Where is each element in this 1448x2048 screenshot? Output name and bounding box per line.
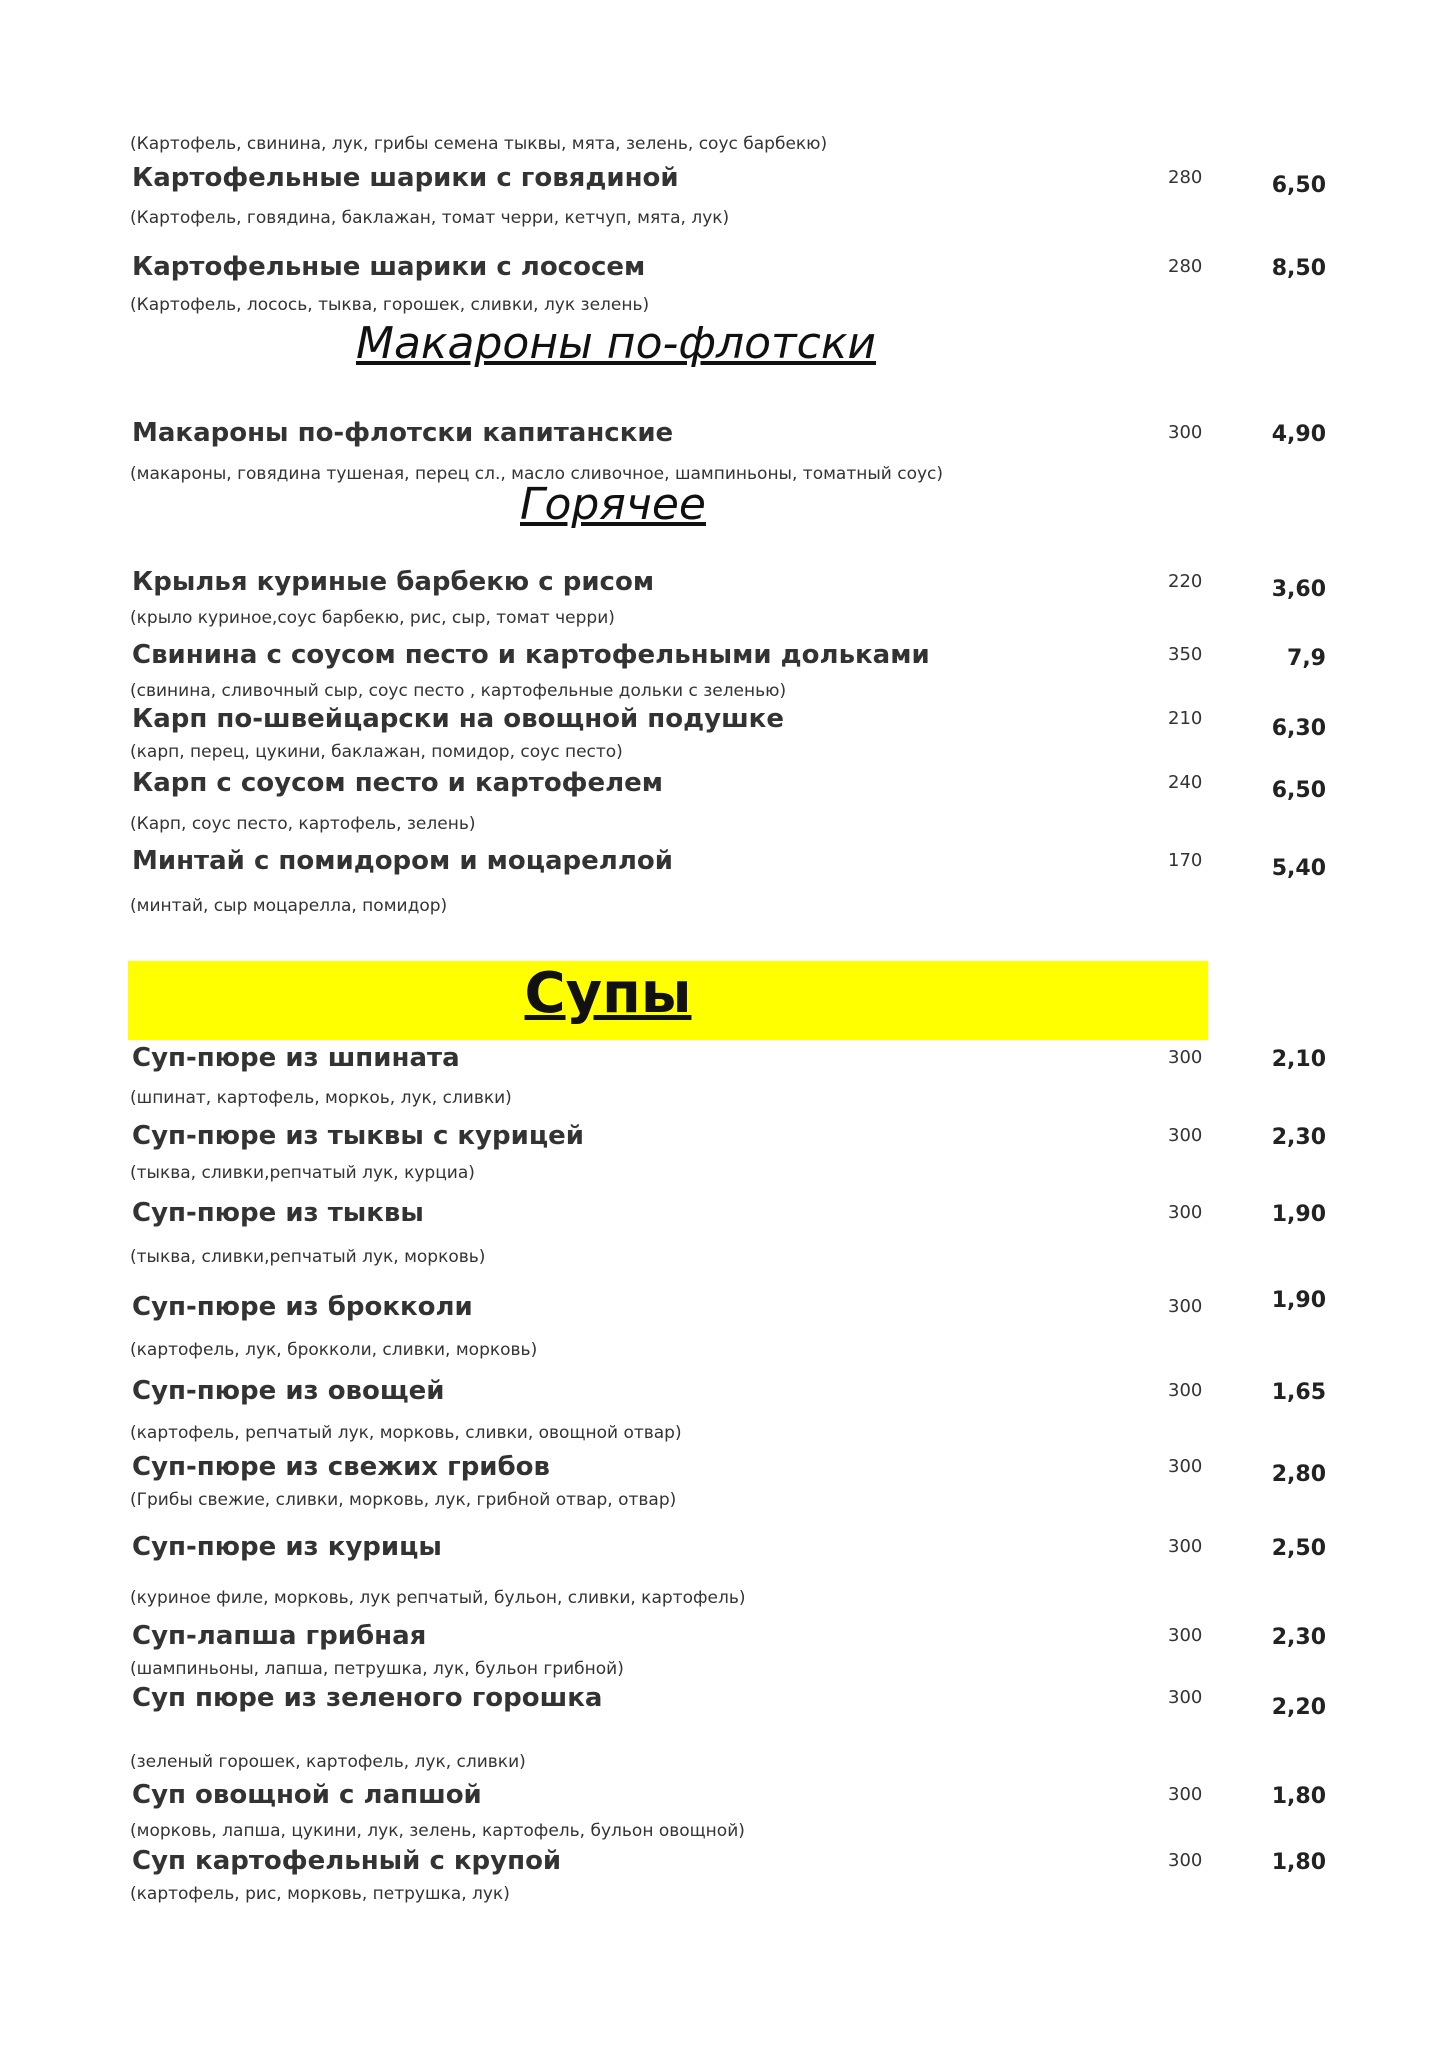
item-price: 3,60 — [1271, 577, 1326, 602]
item-description: (шампиньоны, лапша, петрушка, лук, бульон грибной) — [130, 1659, 624, 1679]
item-description: (куриное филе, морковь, лук репчатый, бульон, сливки, картофель) — [130, 1588, 746, 1608]
item-name: Суп-пюре из свежих грибов — [132, 1452, 550, 1482]
item-price: 1,80 — [1271, 1850, 1326, 1875]
item-name: Суп-пюре из брокколи — [132, 1292, 473, 1322]
item-description: (крыло куриное,соус барбекю, рис, сыр, томат черри) — [130, 608, 615, 628]
item-price: 5,40 — [1271, 856, 1326, 881]
item-description: (картофель, репчатый лук, морковь, сливки, овощной отвар) — [130, 1423, 682, 1443]
item-weight: 300 — [1168, 1687, 1203, 1708]
item-name: Суп-пюре из шпината — [132, 1043, 460, 1073]
item-price: 1,90 — [1271, 1202, 1326, 1227]
item-weight: 300 — [1168, 1625, 1203, 1646]
item-price: 2,10 — [1271, 1047, 1326, 1072]
item-description: (зеленый горошек, картофель, лук, сливки) — [130, 1752, 526, 1772]
item-name: Суп-пюре из тыквы — [132, 1198, 424, 1228]
item-weight: 210 — [1168, 708, 1203, 729]
item-description: (картофель, лук, брокколи, сливки, морковь) — [130, 1340, 538, 1360]
item-weight: 300 — [1168, 1784, 1203, 1805]
section-title-makarony: Макароны по-флотски — [356, 318, 877, 369]
item-weight: 220 — [1168, 571, 1203, 592]
item-weight: 300 — [1168, 1456, 1203, 1477]
item-description: (карп, перец, цукини, баклажан, помидор, соус песто) — [130, 742, 623, 762]
item-price: 2,20 — [1271, 1695, 1326, 1720]
item-name: Суп-лапша грибная — [132, 1621, 427, 1651]
item-weight: 300 — [1168, 422, 1203, 443]
item-name: Суп овощной с лапшой — [132, 1780, 482, 1810]
item-weight: 300 — [1168, 1047, 1203, 1068]
item-weight: 300 — [1168, 1536, 1203, 1557]
item-weight: 170 — [1168, 850, 1203, 871]
item-price: 6,30 — [1271, 716, 1326, 741]
item-price: 1,65 — [1271, 1380, 1326, 1405]
section-title-supy: Супы — [524, 961, 692, 1026]
item-name: Суп-пюре из овощей — [132, 1376, 445, 1406]
item-description: (Грибы свежие, сливки, морковь, лук, грибной отвар, отвар) — [130, 1490, 677, 1510]
top-description: (Картофель, свинина, лук, грибы семена тыквы, мята, зелень, соус барбекю) — [130, 134, 828, 154]
item-weight: 300 — [1168, 1296, 1203, 1317]
item-price: 2,30 — [1271, 1125, 1326, 1150]
item-description: (Картофель, говядина, баклажан, томат черри, кетчуп, мята, лук) — [130, 208, 730, 228]
item-name: Суп пюре из зеленого горошка — [132, 1683, 603, 1713]
item-price: 2,50 — [1271, 1536, 1326, 1561]
item-weight: 300 — [1168, 1202, 1203, 1223]
item-name: Свинина с соусом песто и картофельными дольками — [132, 640, 930, 670]
item-description: (картофель, рис, морковь, петрушка, лук) — [130, 1884, 510, 1904]
item-name: Карп по-швейцарски на овощной подушке — [132, 704, 784, 734]
item-name: Макароны по-флотски капитанские — [132, 418, 674, 448]
item-name: Суп-пюре из курицы — [132, 1532, 442, 1562]
item-description: (макароны, говядина тушеная, перец сл., масло сливочное, шампиньоны, томатный соус) — [130, 464, 944, 484]
item-description: (свинина, сливочный сыр, соус песто , картофельные дольки с зеленью) — [130, 681, 787, 701]
item-description: (тыква, сливки,репчатый лук, морковь) — [130, 1247, 486, 1267]
item-name: Суп картофельный с крупой — [132, 1846, 562, 1876]
item-description: (морковь, лапша, цукини, лук, зелень, картофель, бульон овощной) — [130, 1821, 745, 1841]
soups-header-bar — [128, 961, 1208, 1040]
item-description: (шпинат, картофель, моркоь, лук, сливки) — [130, 1088, 512, 1108]
item-weight: 300 — [1168, 1125, 1203, 1146]
item-description: (Карп, соус песто, картофель, зелень) — [130, 814, 476, 834]
item-description: (тыква, сливки,репчатый лук, курциа) — [130, 1163, 475, 1183]
item-price: 6,50 — [1271, 778, 1326, 803]
item-description: (минтай, сыр моцарелла, помидор) — [130, 896, 448, 916]
item-price: 2,30 — [1271, 1625, 1326, 1650]
section-title-goryachee: Горячее — [520, 479, 706, 530]
item-name: Крылья куриные барбекю с рисом — [132, 567, 655, 597]
item-price: 8,50 — [1271, 256, 1326, 281]
item-description: (Картофель, лосось, тыква, горошек, сливки, лук зелень) — [130, 295, 650, 315]
item-weight: 300 — [1168, 1850, 1203, 1871]
item-price: 1,90 — [1271, 1288, 1326, 1313]
item-weight: 240 — [1168, 772, 1203, 793]
item-price: 1,80 — [1271, 1784, 1326, 1809]
item-name: Суп-пюре из тыквы с курицей — [132, 1121, 584, 1151]
item-name: Карп с соусом песто и картофелем — [132, 768, 664, 798]
item-weight: 280 — [1168, 256, 1203, 277]
item-weight: 280 — [1168, 167, 1203, 188]
item-weight: 300 — [1168, 1380, 1203, 1401]
item-weight: 350 — [1168, 644, 1203, 665]
item-price: 4,90 — [1271, 422, 1326, 447]
item-name: Минтай с помидором и моцареллой — [132, 846, 673, 876]
item-price: 2,80 — [1271, 1462, 1326, 1487]
item-price: 7,9 — [1287, 646, 1326, 671]
item-name: Картофельные шарики с говядиной — [132, 163, 679, 193]
item-name: Картофельные шарики с лососем — [132, 252, 646, 282]
item-price: 6,50 — [1271, 173, 1326, 198]
